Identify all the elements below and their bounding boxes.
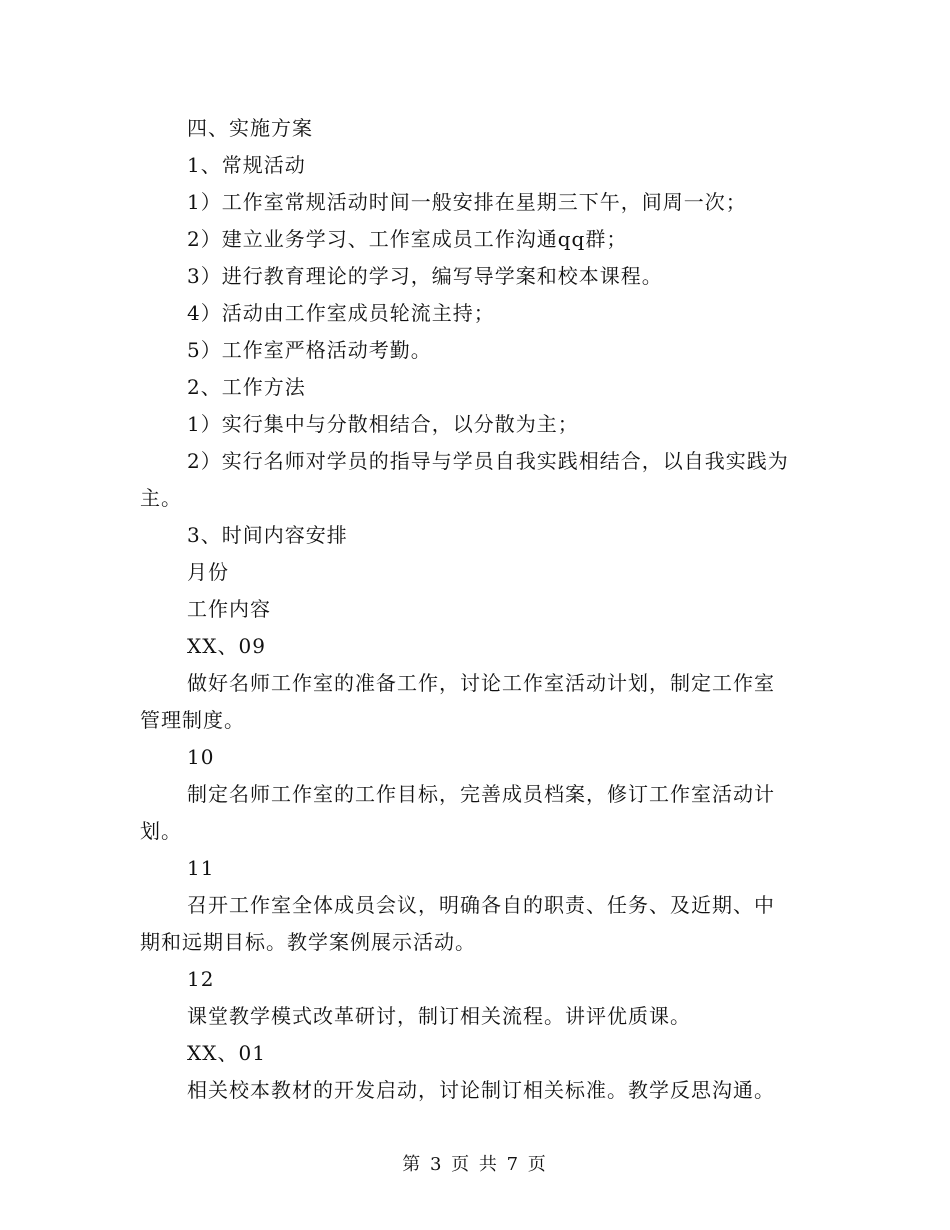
month-content: 做好名师工作室的准备工作，讨论工作室活动计划，制定工作室 xyxy=(187,671,775,695)
section-heading: 四、实施方案 xyxy=(187,116,313,140)
list-item: 3）进行教育理论的学习，编写导学案和校本课程。 xyxy=(187,264,663,288)
page-number-footer: 第 3 页 共 7 页 xyxy=(402,1154,548,1175)
list-item: 2）实行名师对学员的指导与学员自我实践相结合，以自我实践为 xyxy=(187,449,789,473)
month-label: 11 xyxy=(187,856,215,880)
month-label: XX、09 xyxy=(187,634,266,658)
list-item: 4）活动由工作室成员轮流主持； xyxy=(187,301,495,325)
month-content: 召开工作室全体成员会议，明确各自的职责、任务、及近期、中 xyxy=(187,893,775,917)
list-item: 1）工作室常规活动时间一般安排在星期三下午，间周一次； xyxy=(187,190,747,214)
month-content: 相关校本教材的开发启动，讨论制订相关标准。教学反思沟通。 xyxy=(187,1078,775,1102)
month-content: 课堂教学模式改革研讨，制订相关流程。讲评优质课。 xyxy=(187,1004,691,1028)
table-header-month: 月份 xyxy=(187,560,229,584)
list-item: 2）建立业务学习、工作室成员工作沟通qq群； xyxy=(187,227,628,251)
month-content-continuation: 期和远期目标。教学案例展示活动。 xyxy=(140,930,476,954)
list-item-continuation: 主。 xyxy=(140,486,182,510)
subsection-heading: 1、常规活动 xyxy=(187,153,306,177)
month-content-continuation: 管理制度。 xyxy=(140,708,245,732)
month-label: XX、01 xyxy=(187,1041,266,1065)
list-item: 1）实行集中与分散相结合，以分散为主； xyxy=(187,412,579,436)
month-content-continuation: 划。 xyxy=(140,819,182,843)
table-header-content: 工作内容 xyxy=(187,597,271,621)
month-label: 10 xyxy=(187,745,215,769)
list-item: 5）工作室严格活动考勤。 xyxy=(187,338,432,362)
subsection-heading: 3、时间内容安排 xyxy=(187,523,348,547)
month-content: 制定名师工作室的工作目标，完善成员档案，修订工作室活动计 xyxy=(187,782,775,806)
subsection-heading: 2、工作方法 xyxy=(187,375,306,399)
month-label: 12 xyxy=(187,967,215,991)
